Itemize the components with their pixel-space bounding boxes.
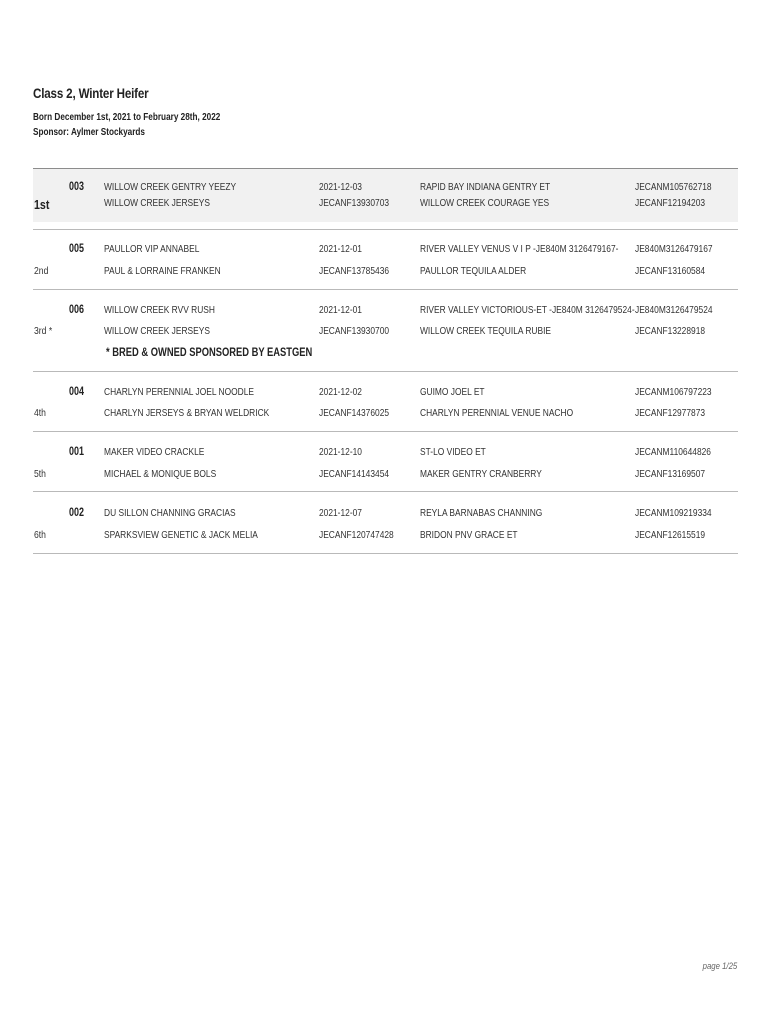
dam-name: CHARLYN PERENNIAL VENUE NACHO: [420, 407, 574, 419]
sire-name: RIVER VALLEY VICTORIOUS-ET -JE840M 3126479524-: [420, 304, 635, 316]
sire-registration: JE840M3126479524: [635, 304, 713, 316]
owner-name: WILLOW CREEK JERSEYS: [104, 325, 210, 337]
entry-number: 001: [69, 446, 84, 458]
entry-number: 003: [69, 181, 84, 193]
sire-name: RIVER VALLEY VENUS V I P -JE840M 3126479167-: [420, 243, 619, 255]
animal-name: CHARLYN PERENNIAL JOEL NOODLE: [104, 386, 254, 398]
birth-date: 2021-12-03: [319, 181, 362, 193]
sponsor-line: Sponsor: Aylmer Stockyards: [33, 127, 145, 138]
owner-name: SPARKSVIEW GENETIC & JACK MELIA: [104, 529, 258, 541]
owner-name: PAUL & LORRAINE FRANKEN: [104, 265, 221, 277]
dam-name: WILLOW CREEK TEQUILA RUBIE: [420, 325, 552, 337]
sire-registration: JE840M3126479167: [635, 243, 713, 255]
sire-name: RAPID BAY INDIANA GENTRY ET: [420, 181, 551, 193]
entry-number: 006: [69, 304, 84, 316]
entry-number: 002: [69, 507, 84, 519]
table-row: [33, 168, 738, 222]
registration-number: JECANF13785436: [319, 265, 390, 277]
dam-registration: JECANF13228918: [635, 325, 706, 337]
animal-name: WILLOW CREEK GENTRY YEEZY: [104, 181, 237, 193]
page-number: page 1/25: [702, 961, 737, 972]
sire-name: GUIMO JOEL ET: [420, 386, 485, 398]
dam-registration: JECANF13160584: [635, 265, 706, 277]
placing: 5th: [34, 468, 46, 480]
table-row: [33, 491, 738, 554]
birth-date: 2021-12-02: [319, 386, 362, 398]
sire-registration: JECANM105762718: [635, 181, 712, 193]
born-range: Born December 1st, 2021 to February 28th, 2022: [33, 112, 221, 123]
registration-number: JECANF120747428: [319, 529, 394, 541]
sire-registration: JECANM109219334: [635, 507, 712, 519]
sire-registration: JECANM110644826: [635, 446, 711, 458]
registration-number: JECANF14376025: [319, 407, 390, 419]
table-row: [33, 371, 738, 432]
birth-date: 2021-12-07: [319, 507, 362, 519]
dam-registration: JECANF13169507: [635, 468, 706, 480]
birth-date: 2021-12-01: [319, 243, 362, 255]
dam-name: MAKER GENTRY CRANBERRY: [420, 468, 542, 480]
sponsor-note: * BRED & OWNED SPONSORED BY EASTGEN: [106, 345, 313, 359]
placing: 4th: [34, 407, 46, 419]
dam-registration: JECANF12615519: [635, 529, 706, 541]
birth-date: 2021-12-01: [319, 304, 362, 316]
class-title: Class 2, Winter Heifer: [33, 86, 149, 101]
table-row: [33, 229, 738, 290]
placing: 6th: [34, 529, 46, 541]
sire-name: REYLA BARNABAS CHANNING: [420, 507, 543, 519]
sire-name: ST-LO VIDEO ET: [420, 446, 486, 458]
dam-name: BRIDON PNV GRACE ET: [420, 529, 518, 541]
sire-registration: JECANM106797223: [635, 386, 712, 398]
owner-name: MICHAEL & MONIQUE BOLS: [104, 468, 217, 480]
owner-name: WILLOW CREEK JERSEYS: [104, 197, 210, 209]
table-row: [33, 289, 738, 372]
placing: 1st: [34, 197, 50, 212]
dam-registration: JECANF12194203: [635, 197, 706, 209]
dam-name: WILLOW CREEK COURAGE YES: [420, 197, 550, 209]
registration-number: JECANF13930703: [319, 197, 390, 209]
entry-number: 004: [69, 386, 84, 398]
table-row: [33, 431, 738, 492]
animal-name: WILLOW CREEK RVV RUSH: [104, 304, 215, 316]
dam-name: PAULLOR TEQUILA ALDER: [420, 265, 527, 277]
placing: 3rd *: [34, 325, 53, 337]
registration-number: JECANF13930700: [319, 325, 390, 337]
placing: 2nd: [34, 265, 49, 277]
registration-number: JECANF14143454: [319, 468, 390, 480]
birth-date: 2021-12-10: [319, 446, 362, 458]
animal-name: DU SILLON CHANNING GRACIAS: [104, 507, 236, 519]
animal-name: PAULLOR VIP ANNABEL: [104, 243, 200, 255]
entry-number: 005: [69, 243, 84, 255]
owner-name: CHARLYN JERSEYS & BRYAN WELDRICK: [104, 407, 270, 419]
dam-registration: JECANF12977873: [635, 407, 706, 419]
animal-name: MAKER VIDEO CRACKLE: [104, 446, 205, 458]
